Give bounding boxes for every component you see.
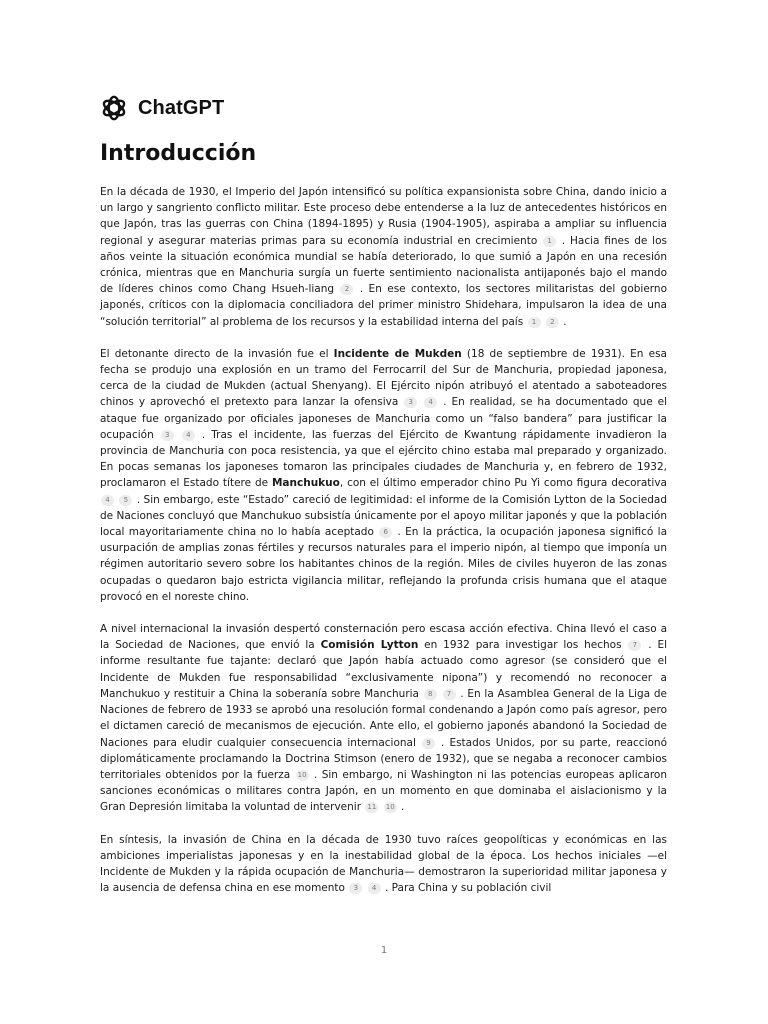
citation-badge[interactable]: 5 [119,495,132,506]
text-run: en 1932 para investigar los hechos [418,639,628,652]
citation-badge[interactable]: 9 [422,738,435,749]
brand-name: ChatGPT [138,96,225,119]
text-run: El detonante directo de la invasión fue el [100,347,334,360]
text-run: . Tras el incidente, las fuerzas del Ejército de Kwantung rápidamente invadieron la provincia de Manchuria con poca resistencia, ya que el ejército chino estaba mal preparado y organizado. En pocas semanas los japoneses tomaron las principales ciudades de Manchuria y, en febrero de 1932, proclamaron el Estado títere de [100,428,667,490]
citation-badge[interactable]: 7 [443,689,456,700]
paragraph [100,832,667,897]
text-run: . Hacia fines de los años veinte la situación económica mundial se había deteriorado, lo que sumió a Japón en una recesión crónica, mientras que en Manchuria surgía un fuerte sentimiento nacionalista antijaponés bajo el mando de líderes chinos como Chang Hsueh-liang [100,234,667,296]
citation-badge[interactable]: 1 [543,236,556,247]
paragraph [100,621,667,815]
citation-badge[interactable]: 7 [628,640,641,651]
text-run: . En realidad, se ha documentado que el ataque fue organizado por oficiales japoneses de Manchuria como un “falso bandera” para justificar la ocupación [100,396,667,441]
text-run: (18 de septiembre de 1931). En esa fecha se produjo una explosión en un tramo del Ferrocarril del Sur de Manchuria, propiedad japonesa, cerca de la ciudad de Mukden (actual Shenyang). El Ejército nipón atribuyó el atentado a saboteadores chinos y aprovechó el pretexto para lanzar la ofensiva [100,347,667,409]
text-run: En la década de 1930, el Imperio del Japón intensificó su política expansionista sobre China, dando inicio a un largo y sangriento conflicto militar. Este proceso debe entenderse a la luz de antecedentes históricos en que Japón, tras las guerras con China (1894-1895) y Rusia (1904-1905), aspiraba a ampliar su influencia regional y asegurar materias primas para su economía industrial en crecimiento [100,186,667,247]
text-run: . El informe resultante fue tajante: declaró que Japón había actuado como agresor (se consideró que el Incidente de Mukden fue responsabilidad “exclusivamente nipona”) y recomendó no reconocer a Manchukuo y restituir a China la soberanía sobre Manchuria [100,639,667,700]
citation-badge[interactable]: 6 [379,527,392,538]
text-run: . Estados Unidos, por su parte, reaccionó diplomáticamente proclamando la Doctrina Stimson (enero de 1932), que se negaba a reconocer cambios territoriales obtenidos por la fuerza [100,736,667,781]
citation-badge[interactable]: 8 [424,689,437,700]
bold-term: Comisión Lytton [320,639,419,652]
text-run: A nivel internacional la invasión despertó consternación pero escasa acción efectiva. China llevó el caso a la Sociedad de Naciones, que envió la [100,623,667,652]
text-run: . Sin embargo, este “Estado” careció de legitimidad: el informe de la Comisión Lytton de la Sociedad de Naciones concluyó que Manchukuo subsistía únicamente por el apoyo militar japonés y que la población local mayoritariamente china no lo había aceptado [100,493,667,539]
text-run: , con el último emperador chino Pu Yi como figura decorativa [339,477,667,490]
citation-badge[interactable]: 4 [101,495,114,506]
page-number: 1 [380,945,388,956]
citation-badge[interactable]: 3 [349,883,362,894]
citation-badge[interactable]: 3 [161,430,174,441]
text-run: . En la Asamblea General de la Liga de Naciones de febrero de 1933 se aprobó una resolución formal condenando a Japón como país agresor, pero el dictamen careció de mecanismos de ejecución. Ante ello, el gobierno japonés abandonó la Sociedad de Naciones para eludir cualquier consecuencia internacional [100,687,667,749]
citation-badge[interactable]: 4 [424,397,437,408]
text-run: . En ese contexto, los sectores militaristas del gobierno japonés, críticos con la diplomacia conciliadora del primer ministro Shidehara, impulsaron la idea de una “solución territorial” al problema de los recursos y la estabilidad interna del país [100,283,667,328]
citation-badge[interactable]: 4 [368,883,381,894]
paragraph [100,346,667,605]
citation-badge[interactable]: 2 [340,284,353,295]
citation-badge[interactable]: 10 [296,770,309,781]
openai-knot-icon [100,94,128,122]
citation-badge[interactable]: 10 [384,802,397,813]
text-run: En síntesis, la invasión de China en la década de 1930 tuvo raíces geopolíticas y económicas en las ambiciones imperialistas japonesas y en la inestabilidad global de la época. Los hechos iniciales —el Incidente de Mukden y la rápida ocupación de Manchuria— demostraron la superioridad militar japonesa y la ausencia de defensa china en ese momento [100,833,667,895]
citation-badge[interactable]: 2 [546,317,559,328]
page-title: Introducción [100,141,257,166]
bold-term: Manchukuo [271,477,340,490]
paragraph [100,184,667,330]
article-body [100,184,667,912]
brand-header [100,93,224,123]
bold-term: Incidente de Mukden [333,347,462,360]
citation-badge[interactable]: 11 [365,802,378,813]
citation-badge[interactable]: 1 [528,317,541,328]
citation-badge[interactable]: 3 [404,397,417,408]
text-run: . Sin embargo, ni Washington ni las potencias europeas aplicaron sanciones económicas o militares contra Japón, en un momento en que dominaba el aislacionismo y la Gran Depresión limitaba la voluntad de intervenir [100,768,667,814]
citation-badge[interactable]: 4 [182,430,195,441]
text-run: . [401,801,405,814]
text-run: . [563,315,567,328]
text-run: . Para China y su población civil [384,882,552,895]
text-run: . En la práctica, la ocupación japonesa significó la usurpación de amplias zonas fértiles y recursos naturales para el imperio nipón, al tiempo que imponía un régimen autoritario severo sobre los habitantes chinos de la región. Miles de civiles huyeron de las zonas ocupadas o quedaron bajo estricta vigilancia militar, reflejando la profunda crisis humana que el ataque provocó en el noreste chino. [100,526,668,603]
